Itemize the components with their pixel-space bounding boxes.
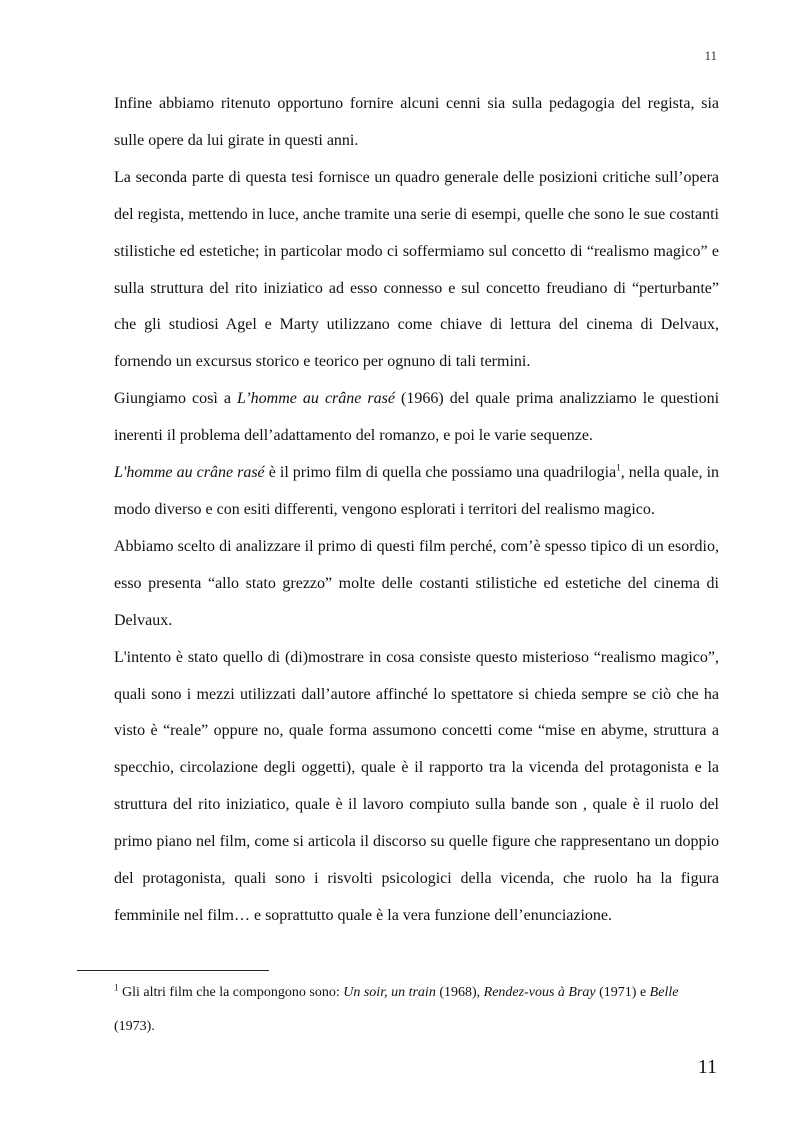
p4-middle: è il primo film di quella che possiamo una quadrilogia bbox=[264, 464, 617, 482]
paragraph-2: La seconda parte di questa tesi fornisce un quadro generale delle posizioni critiche sull’opera del regista, mettendo in luce, anche tramite una serie di esempi, quelle che sono le sue costanti stilistiche ed estetiche; in particolar modo ci soffermiamo sul concetto di “realismo magico” e sulla struttura del rito iniziatico ad esso connesso e sul concetto freudiano di “perturbante” che gli studiosi Agel e Marty utilizzano come chiave di lettura del cinema di Delvaux, fornendo un excursus storico e teorico per ognuno di tali termini. bbox=[114, 168, 719, 371]
paragraph-6: L'intento è stato quello di (di)mostrare in cosa consiste questo misterioso “realismo magico”, quali sono i mezzi utilizzati dall’autore affinché lo spettatore si chieda sempre se ciò che ha visto è “reale” oppure no, quale forma assumono concetti come “mise en abyme, struttura a specchio, circolazione degli oggetti), quale è il rapporto tra la vicenda del protagonista e la struttura del rito iniziatico, quale è il lavoro compiuto sulla bande son , quale è il ruolo del primo piano nel film, come si articola il discorso su quelle figure che rappresentano un doppio del protagonista, quali sono i risvolti psicologici della vicenda, che ruolo ha la figura femminile nel film… e soprattutto quale è la vera funzione dell’enunciazione. bbox=[114, 648, 719, 924]
p4-after: , nella quale, in modo diverso e con esiti differenti, vengono esplorati i territori del realismo magico. bbox=[114, 464, 720, 518]
paragraph-5: Abbiamo scelto di analizzare il primo di questi film perché, com’è spesso tipico di un esordio, esso presenta “allo stato grezzo” molte delle costanti stilistiche ed estetiche del cinema di Delvaux. bbox=[114, 537, 719, 629]
paragraph-3 bbox=[114, 381, 719, 455]
footnote-year-2: (1971) e bbox=[595, 985, 650, 1000]
footnote-year-3: (1973). bbox=[114, 1019, 155, 1034]
paragraph-4 bbox=[114, 455, 719, 529]
footnote-divider bbox=[77, 970, 269, 971]
footnote-1 bbox=[114, 976, 719, 1044]
paragraph-1: Infine abbiamo ritenuto opportuno fornire alcuni cenni sia sulla pedagogia del regista, sia sulle opere da lui girate in questi anni. bbox=[114, 95, 719, 149]
footnote-reference[interactable]: 1 bbox=[616, 462, 621, 473]
p4-film-title: L'homme au crâne rasé bbox=[114, 464, 265, 482]
footnote-year-1: (1968), bbox=[435, 985, 484, 1000]
p3-before: Giungiamo così a bbox=[114, 390, 238, 408]
footnote-film-2: Rendez-vous à Bray bbox=[483, 985, 596, 1000]
footnote-film-3: Belle bbox=[649, 985, 679, 1000]
footnote-film-1: Un soir, un train bbox=[343, 985, 436, 1000]
footnote-text: Gli altri film che la compongono sono: bbox=[118, 985, 344, 1000]
header-page-number: 11 bbox=[704, 48, 717, 63]
p3-film-title: L’homme au crâne rasé bbox=[237, 390, 395, 408]
footer-page-number: 11 bbox=[697, 1056, 717, 1078]
main-text bbox=[114, 86, 719, 935]
footnote-number: 1 bbox=[114, 982, 119, 993]
p3-after: (1966) del quale prima analizziamo le questioni inerenti il problema dell’adattamento del romanzo, e poi le varie sequenze. bbox=[114, 390, 720, 445]
